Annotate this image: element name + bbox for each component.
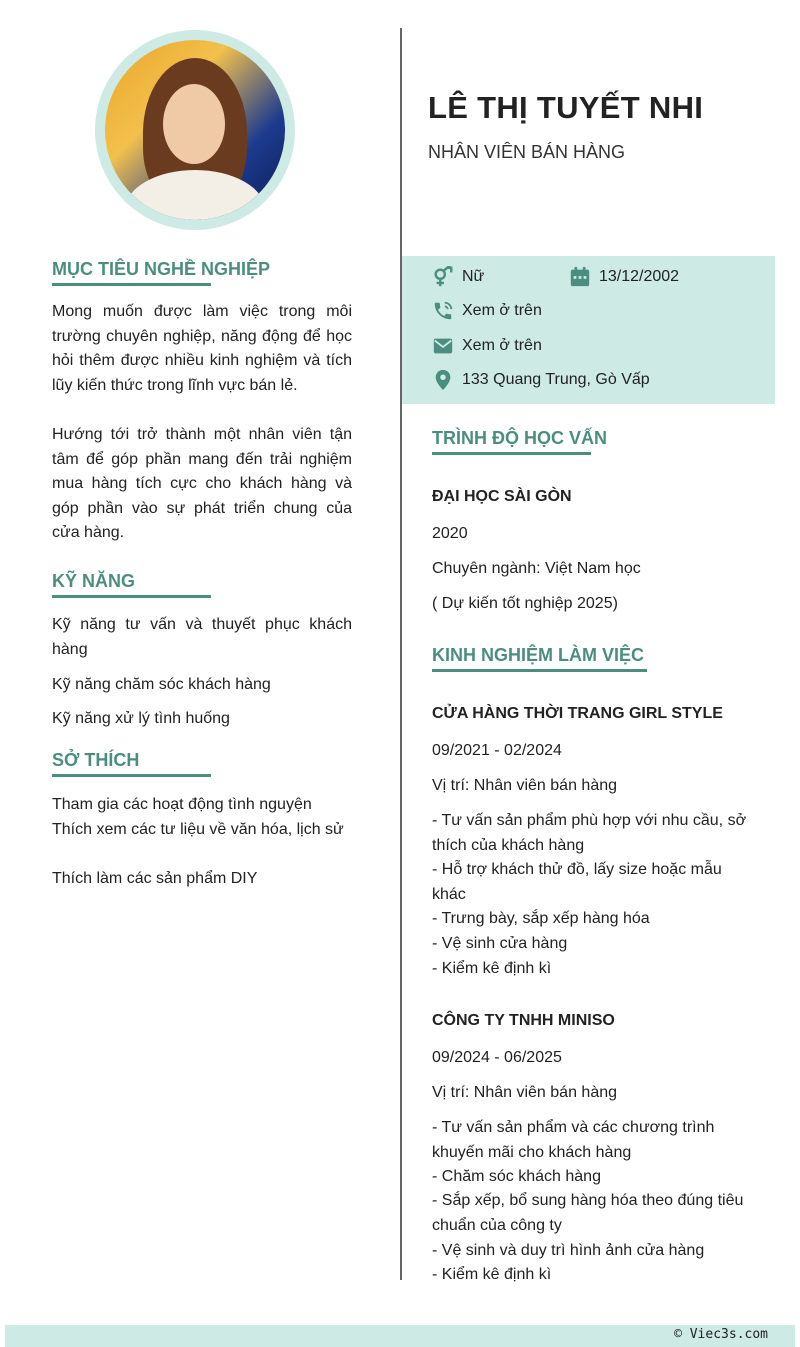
education-note: ( Dự kiến tốt nghiệp 2025)	[432, 595, 618, 612]
job-duty: - Kiểm kê định kì	[432, 960, 552, 977]
job-duty: - Tư vấn sản phẩm phù hợp với nhu cầu, sở thích của khách hàng	[432, 812, 747, 854]
skills-title: KỸ NĂNG	[52, 571, 136, 591]
job-duty: - Vệ sinh và duy trì hình ảnh cửa hàng	[432, 1242, 705, 1259]
job-duty: - Chăm sóc khách hàng	[432, 1168, 601, 1185]
hobbies-title: SỞ THÍCH	[52, 750, 140, 770]
skill-item: Kỹ năng xử lý tình huống	[52, 710, 230, 727]
hobby-item: Thích làm các sản phẩm DIY	[52, 870, 258, 887]
job-period: 09/2021 - 02/2024	[432, 742, 562, 759]
candidate-position: NHÂN VIÊN BÁN HÀNG	[428, 142, 626, 162]
hobby-item: Thích xem các tư liệu về văn hóa, lịch sử	[52, 821, 344, 838]
email-value: Xem ở trên	[462, 337, 542, 354]
avatar-frame	[95, 30, 295, 230]
email-icon	[432, 335, 454, 357]
candidate-name: LÊ THỊ TUYẾT NHI	[428, 90, 704, 125]
objective-title: MỤC TIÊU NGHỀ NGHIỆP	[52, 259, 271, 279]
skill-item: Kỹ năng tư vấn và thuyết phục khách hàng	[52, 616, 352, 658]
objective-underline	[52, 283, 211, 286]
job-duty: - Trưng bày, sắp xếp hàng hóa	[432, 910, 650, 927]
hobbies-underline	[52, 774, 211, 777]
school-name: ĐẠI HỌC SÀI GÒN	[432, 488, 572, 505]
job-period: 09/2024 - 06/2025	[432, 1049, 562, 1066]
footer-credit: © Viec3s.com	[674, 1327, 768, 1342]
education-underline	[432, 452, 591, 455]
address-value: 133 Quang Trung, Gò Vấp	[462, 371, 650, 388]
experience-title: KINH NGHIỆM LÀM VIỆC	[432, 645, 645, 665]
education-major: Chuyên ngành: Việt Nam học	[432, 560, 641, 577]
job-role: Vị trí: Nhân viên bán hàng	[432, 777, 618, 794]
education-year: 2020	[432, 525, 468, 542]
gender-icon	[432, 266, 454, 288]
job-role: Vị trí: Nhân viên bán hàng	[432, 1084, 618, 1101]
phone-value: Xem ở trên	[462, 302, 542, 319]
job-duty: - Hỗ trợ khách thử đồ, lấy size hoặc mẫu khác	[432, 861, 722, 903]
job-company: CÔNG TY TNHH MINISO	[432, 1012, 615, 1029]
job-duty: - Vệ sinh cửa hàng	[432, 935, 568, 952]
job-duty: - Kiểm kê định kì	[432, 1266, 552, 1283]
location-icon	[432, 369, 454, 391]
hobby-item: Tham gia các hoạt động tình nguyện	[52, 796, 312, 813]
calendar-icon	[569, 266, 591, 288]
objective-paragraph-2: Hướng tới trở thành một nhân viên tận tâm để góp phần mang đến trải nghiệm mua hàng tích cực cho khách hàng và góp phần vào sự phát triển chung của cửa hàng.	[52, 426, 352, 541]
education-title: TRÌNH ĐỘ HỌC VẤN	[432, 428, 607, 448]
skill-item: Kỹ năng chăm sóc khách hàng	[52, 676, 271, 693]
phone-icon	[432, 300, 454, 322]
objective-paragraph-1: Mong muốn được làm việc trong môi trường chuyên nghiệp, năng động để học hỏi thêm được nhiều kinh nghiệm và tích lũy kiến thức trong lĩnh vực bán lẻ.	[52, 303, 352, 394]
birthday-value: 13/12/2002	[599, 268, 680, 285]
gender-value: Nữ	[462, 268, 485, 285]
footer-bar	[5, 1325, 795, 1347]
job-duty: - Sắp xếp, bổ sung hàng hóa theo đúng tiêu chuẩn của công ty	[432, 1192, 744, 1234]
job-company: CỬA HÀNG THỜI TRANG GIRL STYLE	[432, 705, 723, 722]
column-divider	[400, 28, 402, 1280]
job-duty: - Tư vấn sản phẩm và các chương trình khuyến mãi cho khách hàng	[432, 1119, 715, 1161]
avatar	[105, 40, 285, 220]
experience-underline	[432, 669, 647, 672]
skills-underline	[52, 595, 211, 598]
